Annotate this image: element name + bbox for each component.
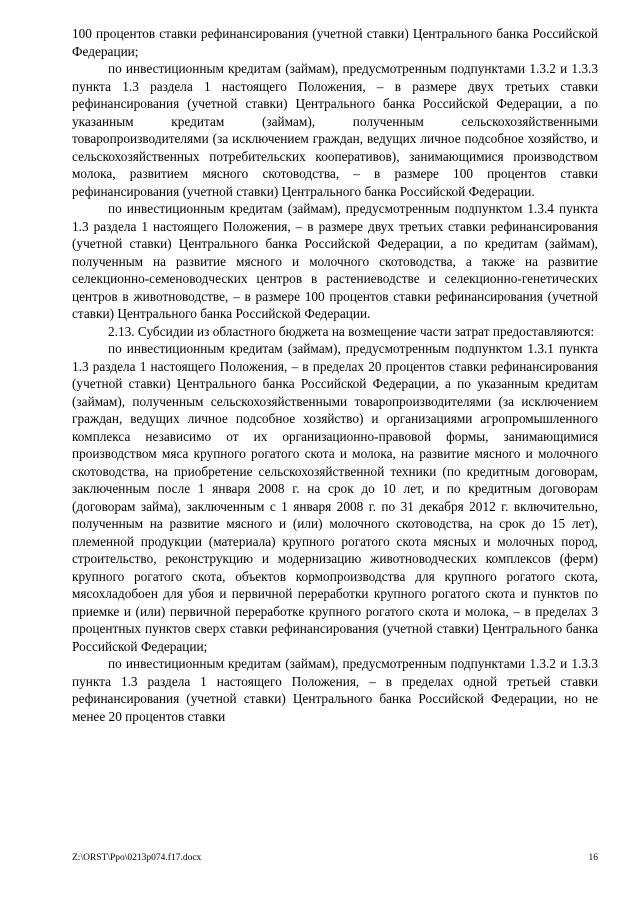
paragraph-6: по инвестиционным кредитам (займам), предусмотренным подпунктами 1.3.2 и 1.3.3 пункта 1.3 раздела 1 настоящего Положения, – в пределах одной третьей ставки рефинансирования (учетной ставки) Центрального банка Российской Федерации, но не менее 20 процентов ставки [72,656,598,724]
document-body [72,25,598,725]
paragraph-1: 100 процентов ставки рефинансирования (учетной ставки) Центрального банка Российской Федерации; [72,26,598,59]
paragraph-5: по инвестиционным кредитам (займам), предусмотренным подпунктом 1.3.1 пункта 1.3 раздела 1 настоящего Положения, – в пределах 20 процентов ставки рефинансирования (учетной ставки) Центрального банка Российской Федерации, а по указанным кредитам (займам), полученным сельскохозяйственными товаропроизводителями (за исключением граждан, ведущих личное подсобное хозяйство) и организациями агропромышленного комплекса независимо от их организационно-правовой формы, занимающимися производством мяса крупного рогатого скота и молока, на развитие мясного и молочного скотоводства, на приобретение сельскохозяйственной техники (по кредитным договорам, заключенным после 1 января 2008 г. на срок до 10 лет, и по кредитным договорам (договорам займа), заключенным с 1 января 2008 г. по 31 декабря 2012 г. включительно, полученным на развитие мясного и (или) молочного скотоводства, на срок до 15 лет), племенной продукции (материала) крупного рогатого скота мясных и молочных пород, строительство, реконструкцию и модернизацию животноводческих комплексов (ферм) крупного рогатого скота, объектов кормопроизводства для крупного рогатого скота, мясохладобоен для убоя и первичной переработки крупного рогатого скота и пунктов по приемке и (или) первичной переработке крупного рогатого скота и молока, – в пределах 3 процентных пунктов сверх ставки рефинансирования (учетной ставки) Центрального банка Российской Федерации; [72,341,598,654]
page-number: 16 [588,853,598,863]
page-footer [72,853,598,867]
paragraph-2: по инвестиционным кредитам (займам), предусмотренным подпунктами 1.3.2 и 1.3.3 пункта 1.3 раздела 1 настоящего Положения, – в размере двух третьих ставки рефинансирования (учетной ставки) Центрального банка Российской Федерации, а по указанным кредитам (займам), полученным сельскохозяйственными товаропроизводителями (за исключением граждан, ведущих личное подсобное хозяйство, и сельскохозяйственных потребительских кооперативов), занимающимися производством молока, развитием мясного скотоводства, – в размере 100 процентов ставки рефинансирования (учетной ставки) Центрального банка Российской Федерации. [72,61,598,199]
file-path: Z:\ORST\Ppo\0213p074.f17.docx [72,853,202,863]
paragraph-4: 2.13. Субсидии из областного бюджета на возмещение части затрат предоставляются: [108,323,595,339]
paragraph-3: по инвестиционным кредитам (займам), предусмотренным подпунктом 1.3.4 пункта 1.3 раздела 1 настоящего Положения, – в размере двух третьих ставки рефинансирования (учетной ставки) Центрального банка Российской Федерации, а по кредитам (займам), полученным на развитие мясного и молочного скотоводства, а также на развитие селекционно-семеноводческих центров в растениеводстве и селекционно-генетических центров в животноводстве, – в размере 100 процентов ставки рефинансирования (учетной ставки) Центрального банка Российской Федерации. [72,201,598,321]
